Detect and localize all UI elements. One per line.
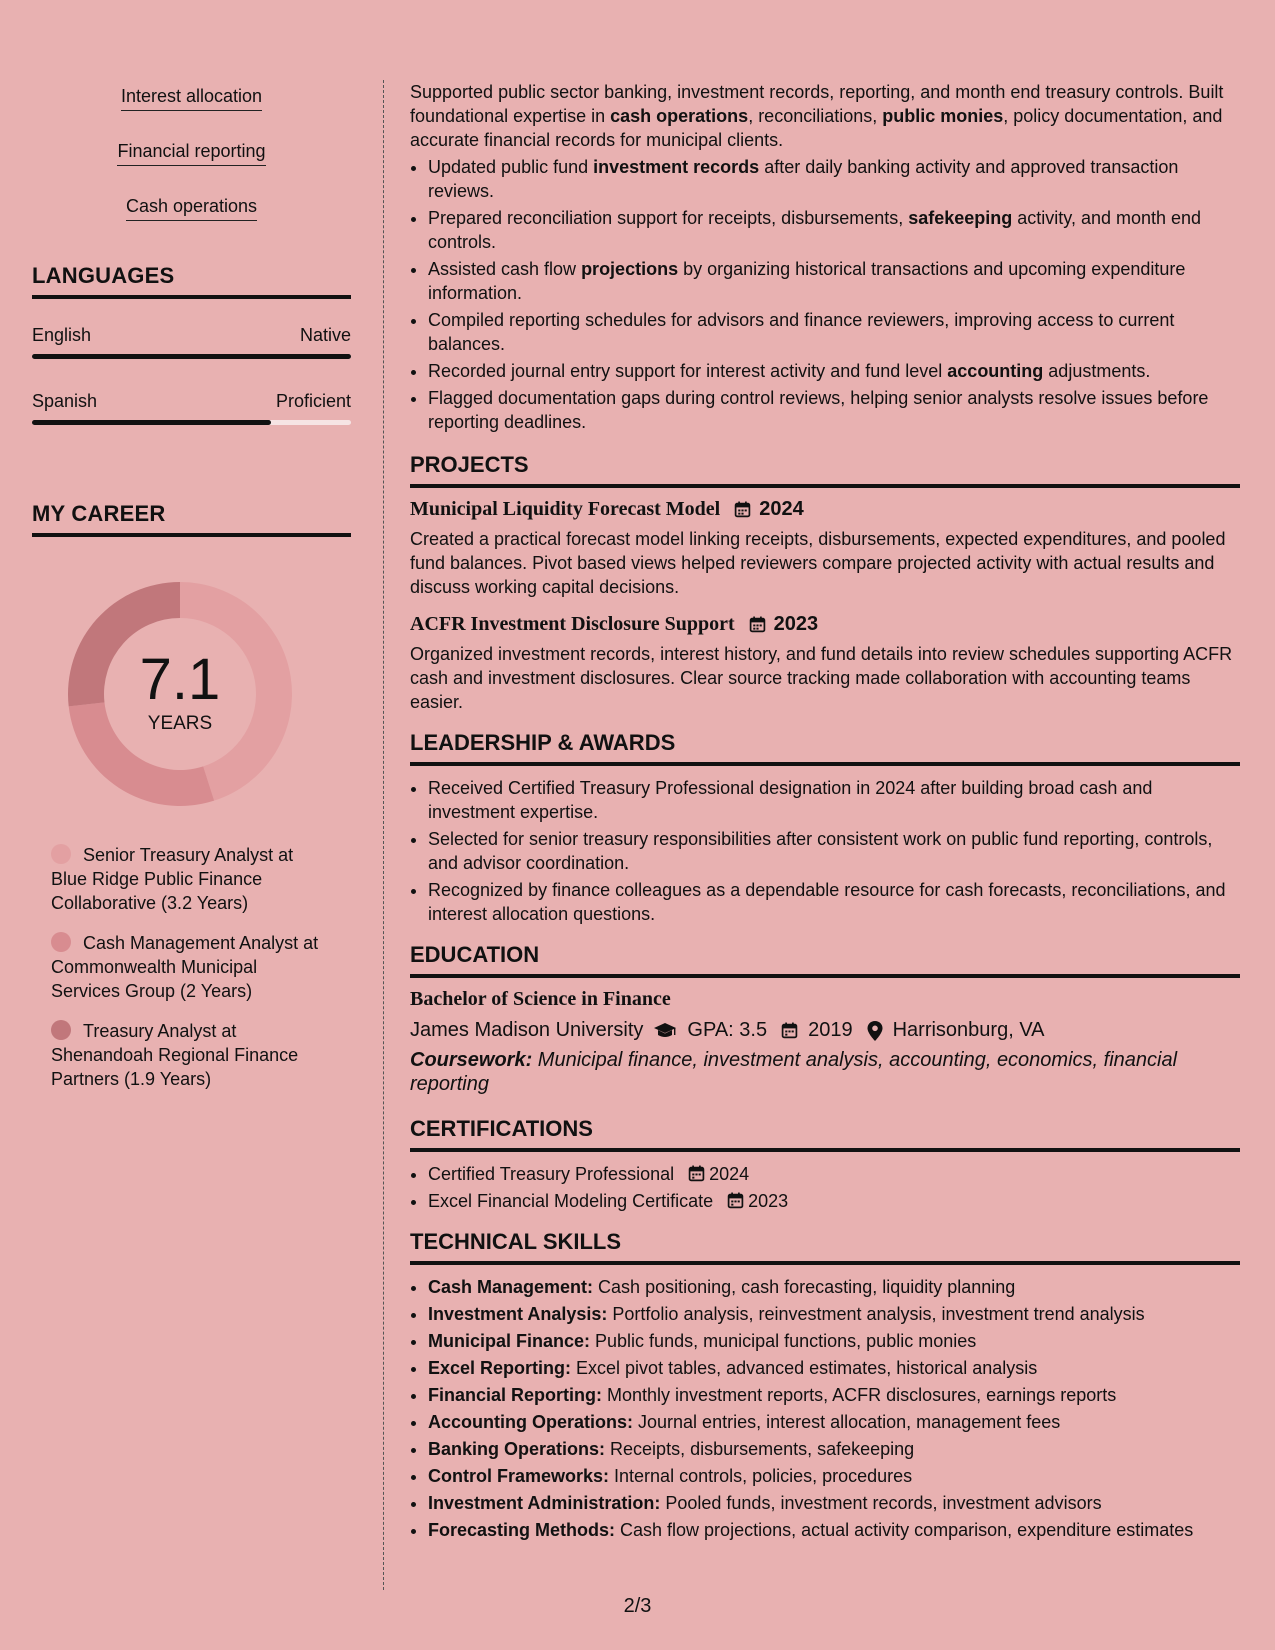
column-divider [383, 80, 384, 1590]
experience-bullets [410, 155, 1240, 434]
main-content [410, 80, 1240, 1545]
calendar-icon [749, 616, 766, 633]
graduation-cap-icon [653, 1022, 677, 1040]
experience-bullet: • Recorded journal entry support for interest activity and fund level accounting adjustments. [428, 359, 1240, 383]
sidebar [32, 78, 351, 1107]
legend-dot [51, 932, 71, 952]
language-name: English [32, 325, 92, 345]
calendar-icon [781, 1022, 798, 1039]
career-legend-item [51, 931, 331, 1003]
language-level: Proficient [275, 391, 351, 411]
skill-item: • Accounting Operations: Journal entries, interest allocation, management fees [428, 1410, 1240, 1434]
certification-item: • Certified Treasury Professional 2024 [428, 1162, 1240, 1186]
language-bar-fill [32, 354, 351, 359]
career-total-years: 7.1 [139, 647, 221, 712]
project-title: Municipal Liquidity Forecast Model 2024 [410, 498, 804, 520]
language-item [32, 391, 351, 425]
career-donut [65, 579, 295, 809]
skill-item: • Investment Administration: Pooled funds, investment records, investment advisors [428, 1491, 1240, 1515]
skill-tag: Financial reporting [117, 141, 265, 166]
project-description: Organized investment records, interest history, and fund details into review schedules supporting ACFR cash and investment disclosures. Clear source tracking made collaboration with accounting teams easier. [410, 644, 1233, 712]
degree-title: Bachelor of Science in Finance [410, 988, 671, 1010]
experience-bullet: • Compiled reporting schedules for advisors and finance reviewers, improving access to current balances. [428, 308, 1240, 356]
legend-dot [51, 1020, 71, 1040]
skill-item: • Forecasting Methods: Cash flow projections, actual activity comparison, expenditure estimates [428, 1518, 1240, 1542]
skill-item: • Excel Reporting: Excel pivot tables, advanced estimates, historical analysis [428, 1356, 1240, 1380]
school-location: Harrisonburg, VA [892, 1019, 1045, 1041]
career-legend [51, 843, 331, 1091]
language-level: Native [299, 325, 351, 345]
language-name: Spanish [32, 391, 98, 411]
skill-item: • Control Frameworks: Internal controls, policies, procedures [428, 1464, 1240, 1488]
certifications-heading: CERTIFICATIONS [410, 1116, 1240, 1152]
projects-heading: PROJECTS [410, 452, 1240, 488]
leadership-section [410, 730, 1240, 926]
language-item [32, 325, 351, 359]
experience-bullet: • Assisted cash flow projections by organizing historical transactions and upcoming expenditure information. [428, 257, 1240, 305]
career-legend-item [51, 1019, 331, 1091]
skill-item: • Municipal Finance: Public funds, municipal functions, public monies [428, 1329, 1240, 1353]
skill-item: • Financial Reporting: Monthly investment reports, ACFR disclosures, earnings reports [428, 1383, 1240, 1407]
career-legend-text: Senior Treasury Analyst at Blue Ridge Public Finance Collaborative (3.2 Years) [51, 845, 294, 913]
skill-tag: Interest allocation [121, 86, 262, 111]
calendar-icon [734, 501, 751, 518]
certification-year: 2023 [748, 1191, 789, 1211]
project-year: 2023 [773, 613, 819, 635]
leadership-heading: LEADERSHIP & AWARDS [410, 730, 1240, 766]
project-title: ACFR Investment Disclosure Support 2023 [410, 613, 819, 635]
graduation-year: 2019 [808, 1019, 853, 1041]
certifications-section [410, 1116, 1240, 1213]
experience-bullet: • Updated public fund investment records after daily banking activity and approved transaction reviews. [428, 155, 1240, 203]
projects-section [410, 452, 1240, 714]
leadership-bullet: • Received Certified Treasury Professional designation in 2024 after building broad cash and investment expertise. [428, 776, 1240, 824]
skills-heading: TECHNICAL SKILLS [410, 1229, 1240, 1265]
languages-heading: LANGUAGES [32, 263, 351, 299]
skill-item: • Cash Management: Cash positioning, cash forecasting, liquidity planning [428, 1275, 1240, 1299]
calendar-icon [688, 1165, 705, 1182]
career-legend-text: Cash Management Analyst at Commonwealth Municipal Services Group (2 Years) [51, 933, 319, 1001]
skills-list [410, 1275, 1240, 1542]
skill-tags [32, 78, 351, 229]
career-legend-text: Treasury Analyst at Shenandoah Regional Finance Partners (1.9 Years) [51, 1021, 299, 1089]
certification-year: 2024 [709, 1164, 750, 1184]
school-name: James Madison University [410, 1019, 644, 1041]
skill-item: • Banking Operations: Receipts, disbursements, safekeeping [428, 1437, 1240, 1461]
location-pin-icon [867, 1021, 883, 1041]
education-heading: EDUCATION [410, 942, 1240, 978]
leadership-bullet: • Recognized by finance colleagues as a dependable resource for cash forecasts, reconciliations, and interest allocation questions. [428, 878, 1240, 926]
career-heading: MY CAREER [32, 501, 351, 537]
language-bar-fill [32, 420, 271, 425]
skills-section [410, 1229, 1240, 1542]
certification-item: • Excel Financial Modeling Certificate 2023 [428, 1189, 1240, 1213]
language-bar [32, 354, 351, 359]
page-indicator: 2/3 [623, 1595, 652, 1617]
skill-tag: Cash operations [126, 196, 257, 221]
education-details [410, 1019, 1240, 1042]
career-legend-item [51, 843, 331, 915]
experience-summary: Supported public sector banking, investment records, reporting, and month end treasury controls. Built foundational expertise in cash operations, reconciliations, public monies, policy documentation, and accurate financial records for municipal clients. [410, 82, 1224, 150]
legend-dot [51, 844, 71, 864]
project-year: 2024 [759, 498, 804, 520]
career-years-unit: YEARS [147, 713, 213, 734]
gpa: GPA: 3.5 [687, 1019, 768, 1041]
project-description: Created a practical forecast model linking receipts, disbursements, expected expenditures, and pooled fund balances. Pivot based views helped reviewers compare projected activity with actual results and discuss working capital decisions. [410, 529, 1226, 597]
calendar-icon [727, 1192, 744, 1209]
education-section [410, 942, 1240, 1096]
language-bar [32, 420, 351, 425]
experience-bullet: • Prepared reconciliation support for receipts, disbursements, safekeeping activity, and month end controls. [428, 206, 1240, 254]
skill-item: • Investment Analysis: Portfolio analysis, reinvestment analysis, investment trend analysis [428, 1302, 1240, 1326]
leadership-bullet: • Selected for senior treasury responsibilities after consistent work on public fund reporting, controls, and advisor coordination. [428, 827, 1240, 875]
coursework: Coursework: Municipal finance, investment analysis, accounting, economics, financial reporting [410, 1049, 1178, 1095]
experience-bullet: • Flagged documentation gaps during control reviews, helping senior analysts resolve issues before reporting deadlines. [428, 386, 1240, 434]
